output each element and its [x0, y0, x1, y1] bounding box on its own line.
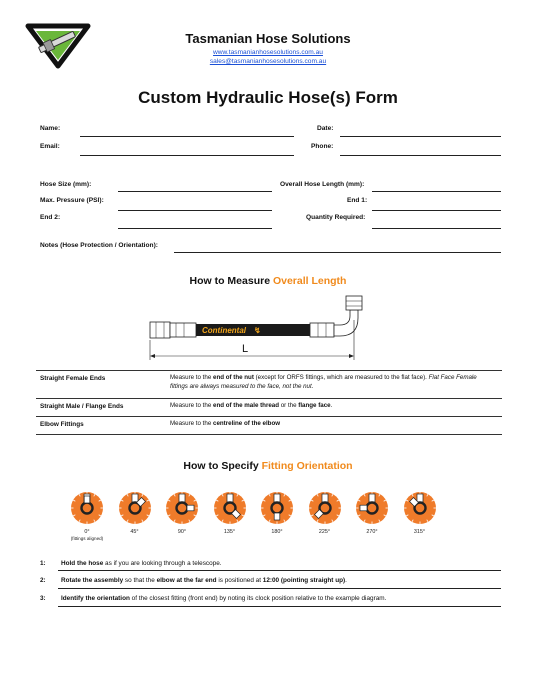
step-text: Rotate the assembly so that the elbow at the far end is positioned at 12:00 (pointing straight up).: [61, 577, 347, 584]
orientation-clock-icon: [402, 490, 438, 526]
email-field[interactable]: [80, 155, 294, 156]
table-divider: [36, 434, 502, 435]
orientation-angle-label: 90°: [177, 529, 187, 535]
company-name: Tasmanian Hose Solutions: [185, 31, 351, 46]
orientation-angle-label: 225°: [318, 529, 331, 535]
orientation-clock-icon: [259, 490, 295, 526]
phone-field[interactable]: [340, 155, 501, 156]
table-row-label: Straight Male / Flange Ends: [40, 403, 124, 410]
max-pressure-label: Max. Pressure (PSI):: [40, 197, 104, 204]
phone-label: Phone:: [311, 143, 334, 150]
step-text: Identify the orientation of the closest fitting (front end) by noting its clock position relative to the example diagram.: [61, 595, 387, 602]
aligned-note: (fittings aligned): [70, 536, 104, 541]
step-number: 2:: [40, 577, 46, 584]
step-number: 1:: [40, 560, 46, 567]
quantity-field[interactable]: [372, 228, 501, 229]
table-divider: [36, 416, 502, 417]
step-text: Hold the hose as if you are looking through a telescope.: [61, 560, 222, 567]
table-row-label: Elbow Fittings: [40, 421, 84, 428]
overall-length-field[interactable]: [372, 191, 501, 192]
end2-label: End 2:: [40, 214, 61, 221]
table-row-description: Measure to the end of the nut (except for ORFS fittings, which are measured to the flat face). Flat Face Female fittings are always measured to the face, not the nut.: [170, 374, 477, 390]
table-divider: [36, 398, 502, 399]
orientation-angle-label: 135°: [223, 529, 236, 535]
quantity-label: Quantity Required:: [306, 214, 366, 221]
max-pressure-field[interactable]: [118, 210, 272, 211]
table-row-label: Straight Female Ends: [40, 375, 106, 382]
orientation-angle-label: 0°: [84, 529, 90, 535]
end2-field[interactable]: [118, 228, 272, 229]
svg-text:↯: ↯: [254, 326, 261, 335]
orientation-clock-icon: [212, 490, 248, 526]
hose-size-field[interactable]: [118, 191, 272, 192]
length-symbol: L: [242, 343, 249, 355]
orientation-angle-label: 315°: [413, 529, 426, 535]
notes-label: Notes (Hose Protection / Orientation):: [40, 242, 158, 249]
end1-label: End 1:: [347, 197, 368, 204]
email-label: Email:: [40, 143, 60, 150]
date-field[interactable]: [340, 136, 501, 137]
name-label: Name:: [40, 125, 61, 132]
step-divider: [58, 606, 501, 607]
table-row-description: Measure to the end of the male thread or the flange face.: [170, 402, 333, 409]
step-divider: [58, 570, 501, 571]
form-title: Custom Hydraulic Hose(s) Form: [138, 88, 398, 107]
hose-size-label: Hose Size (mm):: [40, 181, 92, 188]
step-divider: [58, 588, 501, 589]
notes-field[interactable]: [174, 252, 501, 253]
website-link[interactable]: www.tasmanianhosesolutions.com.au: [213, 49, 323, 56]
name-field[interactable]: [80, 136, 294, 137]
measure-heading: How to Measure Overall Length: [189, 275, 347, 287]
orientation-clock-icon: [354, 490, 390, 526]
orientation-angle-label: 270°: [366, 529, 378, 535]
step-number: 3:: [40, 595, 46, 602]
orientation-clock-icon: [117, 490, 153, 526]
orientation-angle-label: 180°: [271, 529, 283, 535]
hose-diagram: [140, 292, 370, 362]
orientation-clock-icon: [164, 490, 200, 526]
email-link[interactable]: sales@tasmanianhosesolutions.com.au: [209, 58, 327, 65]
orientation-heading: How to Specify Fitting Orientation: [183, 460, 353, 472]
date-label: Date:: [317, 125, 334, 132]
orientation-clock-icon: [307, 490, 343, 526]
orientation-angle-label: 45°: [130, 529, 139, 535]
end1-field[interactable]: [372, 210, 501, 211]
svg-text:Continental: Continental: [202, 326, 246, 335]
overall-length-label: Overall Hose Length (mm):: [280, 181, 365, 188]
table-row-description: Measure to the centreline of the elbow: [170, 420, 281, 427]
table-divider: [36, 370, 502, 371]
orientation-clock-icon: [69, 490, 105, 526]
